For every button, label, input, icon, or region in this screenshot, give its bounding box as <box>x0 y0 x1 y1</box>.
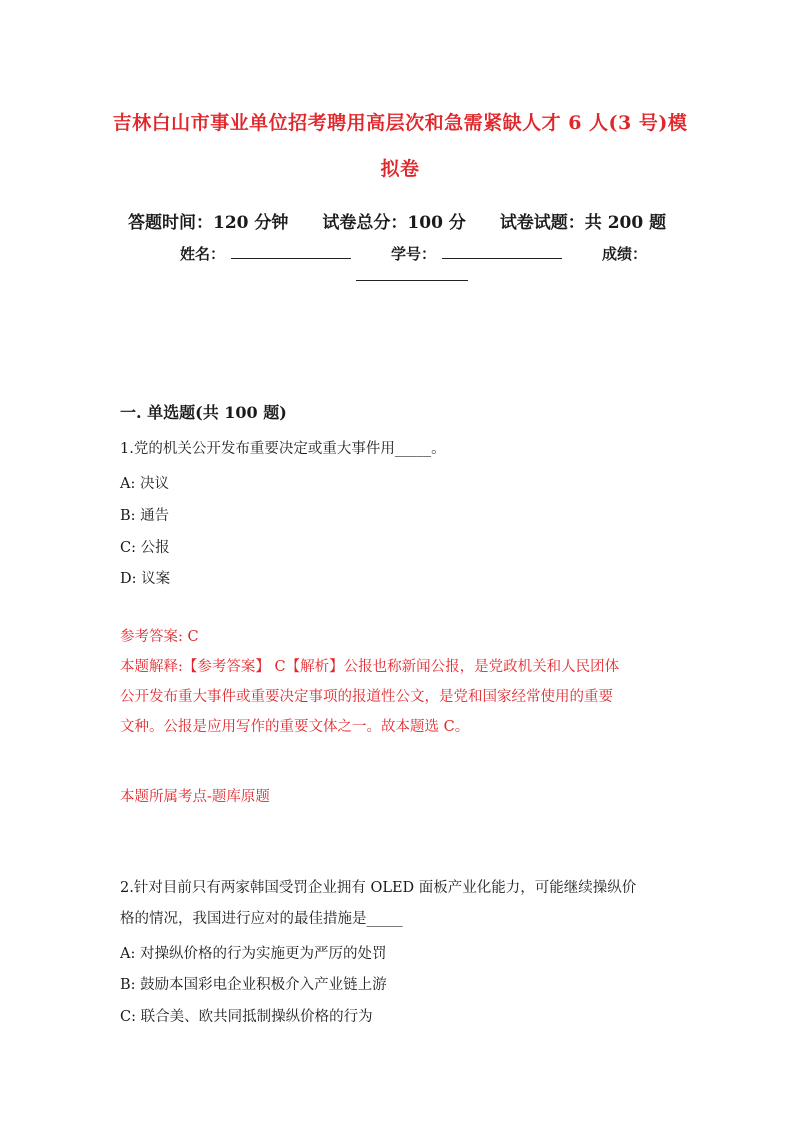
q1-option-a: A: 决议 <box>120 476 169 492</box>
q1-answer: 参考答案: C <box>120 629 199 645</box>
q1-source: 本题所属考点-题库原题 <box>120 789 270 805</box>
title-line-2: 拟卷 <box>380 158 420 180</box>
exam-total-score: 试卷总分：100 分 <box>322 213 466 233</box>
q1-explain-line-3: 文种。公报是应用写作的重要文体之一。故本题选 C。 <box>120 719 470 735</box>
q2-text-line-1: 2.针对目前只有两家韩国受罚企业拥有 OLED 面板产业化能力，可能继续操纵价 <box>120 880 637 896</box>
question-2-text <box>120 873 680 935</box>
name-label: 姓名： <box>180 245 226 263</box>
exam-question-count: 试卷试题：共 200 题 <box>499 213 667 233</box>
exam-time: 答题时间：120 分钟 <box>128 213 289 233</box>
q2-text-line-2: 格的情况，我国进行应对的最佳措施是_____ <box>120 911 403 927</box>
name-blank[interactable] <box>231 242 351 259</box>
q2-option-c: C: 联合美、欧共同抵制操纵价格的行为 <box>120 1009 373 1025</box>
q1-option-d: D: 议案 <box>120 571 171 587</box>
q2-option-b: B: 鼓励本国彩电企业积极介入产业链上游 <box>120 977 387 993</box>
id-label: 学号： <box>391 245 437 263</box>
q1-explain-line-2: 公开发布重大事件或重要决定事项的报道性公文，是党和国家经常使用的重要 <box>120 689 613 705</box>
q2-option-a: A: 对操纵价格的行为实施更为严厉的处罚 <box>120 946 387 962</box>
document-title <box>110 100 690 192</box>
score-label: 成绩： <box>602 245 648 263</box>
q1-option-b: B: 通告 <box>120 508 170 524</box>
title-line-1: 吉林白山市事业单位招考聘用高层次和急需紧缺人才 6 人(3 号)模 <box>112 112 688 134</box>
q1-option-c: C: 公报 <box>120 540 170 556</box>
student-fields <box>180 242 647 264</box>
exam-meta <box>128 208 688 233</box>
q1-explain-line-1: 本题解释:【参考答案】 C【解析】公报也称新闻公报，是党政机关和人民团体 <box>120 659 620 675</box>
question-1-text: 1.党的机关公开发布重要决定或重大事件用_____。 <box>120 441 446 457</box>
section-heading: 一. 单选题(共 100 题) <box>120 403 287 422</box>
score-blank[interactable] <box>356 266 468 281</box>
q1-answer-block <box>120 622 685 742</box>
id-blank[interactable] <box>442 242 562 259</box>
